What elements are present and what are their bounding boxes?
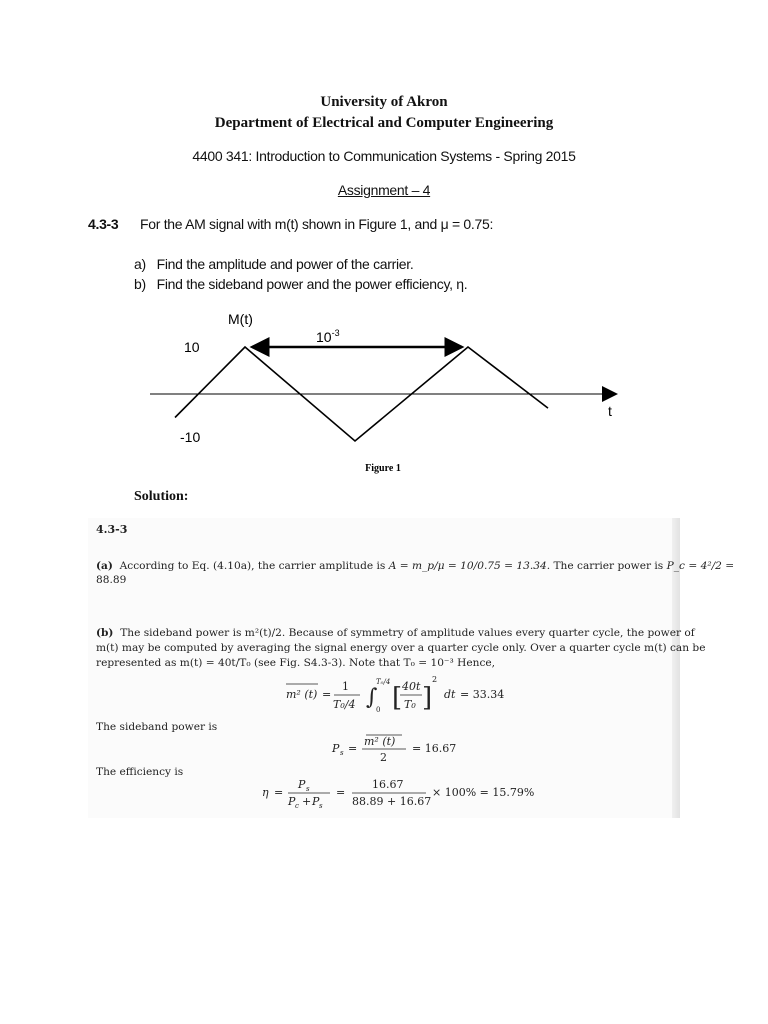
svg-text:P: P — [288, 795, 296, 808]
svg-text:2: 2 — [432, 675, 438, 684]
course-title: 4400 341: Introduction to Communication Systems - Spring 2015 — [192, 148, 576, 164]
svg-text:=: = — [274, 786, 284, 799]
solution-number: 4.3-3 — [96, 523, 128, 536]
svg-text:η: η — [262, 786, 269, 799]
svg-text:m² (t): m² (t) — [364, 735, 396, 748]
mean-square-equation — [270, 668, 530, 720]
part-b-line-1: (b) The sideband power is m²(t)/2. Because of symmetry of amplitude values every quarter cycle, the power of — [96, 627, 695, 639]
svg-text:16.67: 16.67 — [372, 778, 404, 791]
y-axis-label: M(t) — [228, 311, 253, 327]
svg-text:=: = — [322, 688, 332, 701]
svg-text:+: + — [302, 795, 312, 808]
x-axis-label: t — [608, 403, 612, 419]
svg-text:dt: dt — [444, 688, 456, 701]
min-value-label: -10 — [180, 429, 201, 445]
part-b-question: b) Find the sideband power and the power efficiency, η. — [134, 276, 468, 292]
svg-text:40t: 40t — [402, 680, 421, 693]
svg-text:∫: ∫ — [366, 685, 378, 710]
svg-text:P: P — [332, 742, 340, 755]
svg-text:T₀: T₀ — [404, 698, 416, 711]
svg-text:1: 1 — [342, 680, 349, 693]
svg-text:2: 2 — [380, 751, 387, 764]
part-b-line-2: m(t) may be computed by averaging the signal energy over a quarter cycle only. Over a quarter cycle m(t) can be — [96, 642, 706, 654]
svg-text:= 16.67: = 16.67 — [412, 742, 457, 755]
svg-text:T₀/4: T₀/4 — [333, 698, 356, 711]
svg-text:0: 0 — [376, 706, 381, 714]
problem-statement: For the AM signal with m(t) shown in Figure 1, and μ = 0.75: — [140, 216, 494, 232]
svg-text:=: = — [348, 742, 358, 755]
svg-text:T₀/4: T₀/4 — [376, 678, 391, 686]
svg-text:m² (t): m² (t) — [286, 688, 318, 701]
svg-text:× 100% = 15.79%: × 100% = 15.79% — [432, 786, 535, 799]
solution-heading: Solution: — [134, 489, 189, 504]
svg-text:88.89 + 16.67: 88.89 + 16.67 — [352, 795, 432, 808]
svg-text:s: s — [319, 802, 323, 810]
part-a-result: 88.89 — [96, 574, 127, 586]
sideband-power-equation — [320, 730, 520, 766]
efficiency-equation — [256, 774, 546, 810]
part-a-question: a) Find the amplitude and power of the carrier. — [134, 256, 414, 272]
time-axis-arrowhead — [602, 386, 618, 402]
svg-text:=: = — [336, 786, 346, 799]
svg-text:c: c — [295, 802, 299, 810]
part-a-answer: (a) According to Eq. (4.10a), the carrier amplitude is A = m_p/μ = 10/0.75 = 13.34. The carrier power is P_c = 4²/2 = — [96, 560, 735, 572]
svg-text:]: ] — [422, 683, 433, 713]
part-b-line-3: represented as m(t) = 40t/T₀ (see Fig. S4.3-3). Note that T₀ = 10⁻³ Hence, — [96, 657, 496, 669]
svg-text:s: s — [306, 785, 310, 793]
problem-number: 4.3-3 — [88, 216, 119, 232]
max-value-label: 10 — [184, 339, 200, 355]
svg-text:[: [ — [392, 683, 403, 713]
figure-caption: Figure 1 — [365, 463, 401, 474]
university-title: University of Akron — [320, 94, 448, 110]
svg-text:= 33.34: = 33.34 — [460, 688, 505, 701]
efficiency-label: The efficiency is — [96, 766, 184, 778]
svg-text:P: P — [298, 778, 306, 791]
svg-text:P: P — [312, 795, 320, 808]
department-title: Department of Electrical and Computer Engineering — [214, 115, 554, 131]
figure-1-waveform — [0, 300, 768, 490]
assignment-title: Assignment – 4 — [337, 182, 431, 198]
period-label: $10^{-3}$ — [316, 328, 340, 345]
svg-text:s: s — [340, 749, 344, 757]
sideband-power-label: The sideband power is — [96, 721, 218, 733]
